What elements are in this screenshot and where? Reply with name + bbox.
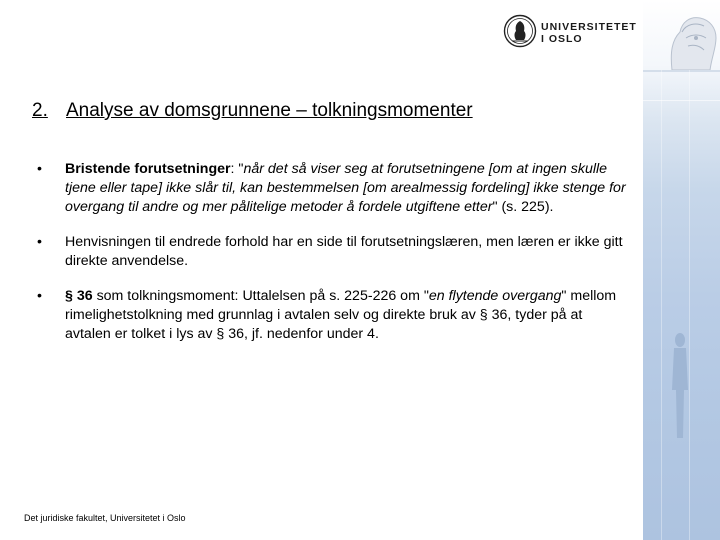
slide-title xyxy=(32,99,473,123)
bullet-item xyxy=(31,287,631,344)
bullet-bold-term: Bristende forutsetninger xyxy=(65,161,231,177)
bullet-item xyxy=(31,233,631,271)
bullet-quote: når det så viser seg at forutsetningene [om at ingen skulle tjene eller tape] ikke slår til, kan bestemmelsen [om arealmessig fordeling] ikke stenge for overgang til andre og mer pålitelige metoder å fordele utgiftene etter xyxy=(65,161,626,215)
bullet-bold-term: § 36 xyxy=(65,288,93,304)
bullet-text: Henvisningen til endrede forhold har en side til forutsetningslæren, men læren er ikke gitt direkte anvendelse. xyxy=(65,234,623,269)
decorative-band xyxy=(643,0,720,540)
band-stripe xyxy=(689,70,690,540)
slide-title-text: Analyse av domsgrunnene – tolkningsmomenter xyxy=(66,100,473,121)
bullet-text: " (s. 225). xyxy=(492,199,554,215)
university-seal-icon xyxy=(503,13,537,49)
bullet-marker: • xyxy=(37,161,42,177)
university-logo xyxy=(503,13,643,49)
footer-text: Det juridiske fakultet, Universitetet i Oslo xyxy=(24,513,186,523)
bullet-text: : " xyxy=(230,161,244,177)
bullet-item xyxy=(31,160,631,217)
bullet-text: som tolkningsmoment: Uttalelsen på s. 225-226 om " xyxy=(92,288,429,304)
statue-head-icon xyxy=(652,2,720,70)
bullet-quote: en flytende overgang xyxy=(428,288,562,304)
logo-line-1: UNIVERSITETET xyxy=(541,21,637,33)
bullet-text: " mellom rimelighetstolkning med grunnlag i avtalen selv og direkte bruk av § 36, tyder på at avtalen er tolket i lys av § 36, jf. nedenfor under 4. xyxy=(65,288,617,342)
bullet-marker: • xyxy=(37,234,42,250)
bullet-list xyxy=(31,160,631,360)
band-divider xyxy=(643,70,720,72)
band-stripe xyxy=(661,70,662,540)
slide-title-number: 2. xyxy=(32,100,48,121)
band-rule xyxy=(643,100,720,101)
logo-line-2: I OSLO xyxy=(541,33,583,45)
bullet-marker: • xyxy=(37,288,42,304)
figure-silhouette-icon xyxy=(668,330,692,440)
logo-text xyxy=(541,21,637,45)
